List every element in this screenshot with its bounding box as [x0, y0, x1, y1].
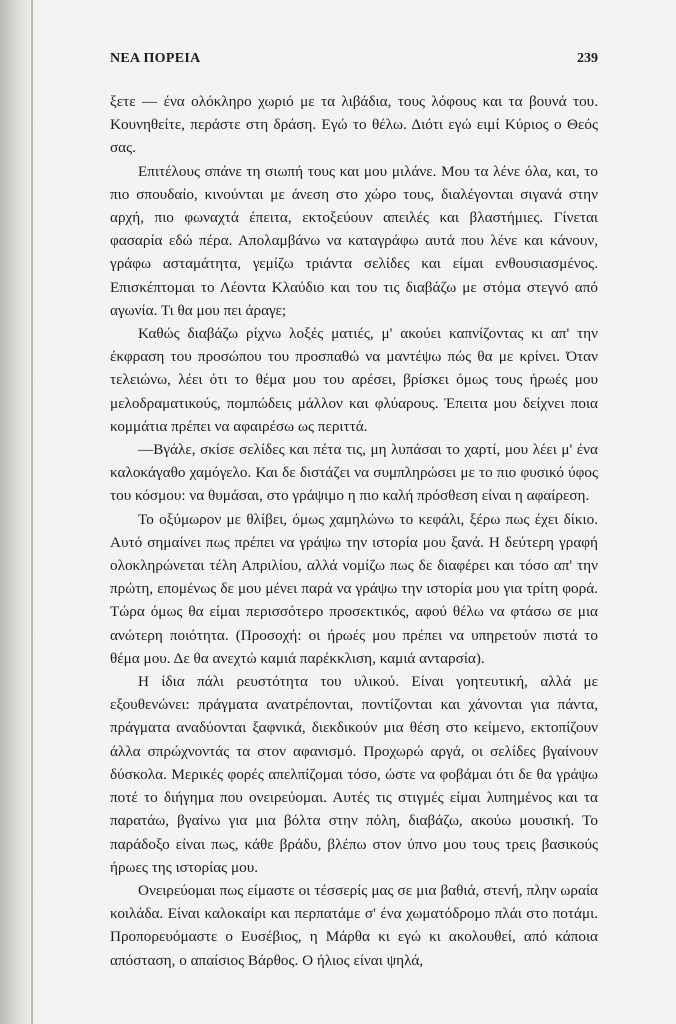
paragraph: Το οξύμωρον με θλίβει, όμως χαμηλώνω το κεφάλι, ξέρω πως έχει δίκιο. Αυτό σημαίνει πως πρέπει να γράψω την ιστορία μου ξανά. Η δεύτερη γραφή ολοκληρώνεται τέλη Απριλίου, αλλά νομίζω πως δε διαφέρει και τόσο απ' την πρώτη, επομένως δε μου μένει παρά να γράψω την ιστορία μου για τρίτη φορά. Τώρα όμως θα είμαι περισσότερο προσεκτικός, αφού θέλω να φτάσω σε μια ανώτερη ποιότητα. (Προσοχή: οι ήρωές μου πρέπει να υπηρετούν πιστά το θέμα μου. Δε θα ανεχτώ καμιά παρέκκλιση, καμιά ανταρσία). [110, 510, 598, 667]
body-text [110, 90, 598, 972]
paragraph: ξετε — ένα ολόκληρο χωριό με τα λιβάδια, τους λόφους και τα βουνά του. Κουνηθείτε, περάστε στη δράση. Εγώ το θέλω. Διότι εγώ ειμί Κύριος ο Θεός σας. [110, 93, 598, 157]
page-number: 239 [577, 51, 598, 66]
page-binding-edge [31, 0, 33, 1024]
running-head [110, 51, 598, 71]
paragraph: Επιτέλους σπάνε τη σιωπή τους και μου μιλάνε. Μου τα λένε όλα, και, το πιο σπουδαίο, κινούνται με άνεση στο χώρο τους, διαλέγονται σιγανά στην αρχή, πιο φωναχτά έπειτα, εκτοξεύουν απειλές και βλαστήμιες. Γίνεται φασαρία εδώ πέρα. Απολαμβάνω να καταγράφω αυτά που λένε και κάνουν, γράφω ασταμάτητα, γεμίζω τριάντα σελίδες και είμαι ενθουσιασμένος. Επισκέπτομαι το Λέοντα Κλαύδιο και του τις διαβάζω με στόμα στεγνό από αγωνία. Τι θα μου πει άραγε; [110, 162, 598, 319]
paragraph: Ονειρεύομαι πως είμαστε οι τέσσερίς μας σε μια βαθιά, στενή, πλην ωραία κοιλάδα. Είναι καλοκαίρι και περπατάμε σ' ένα χωματόδρομο πλάι στο ποτάμι. Προπορευόμαστε ο Ευσέβιος, η Μάρθα κι εγώ κι ακολουθεί, από κάποια απόσταση, ο απαίσιος Βάρθος. Ο ήλιος είναι ψηλά, [110, 881, 598, 969]
paragraph: Η ίδια πάλι ρευστότητα του υλικού. Είναι γοητευτική, αλλά με εξουθενώνει: πράγματα ανατρέπονται, ποντίζονται και χάνονται για πάντα, πράγματα αναδύονται ξαφνικά, διεκδικούν μια θέση στο κείμενο, εκτοπίζουν άλλα σπρώχνοντάς τα στον αφανισμό. Προχωρώ αργά, οι σελίδες βγαίνουν δύσκολα. Μερικές φορές απελπίζομαι τόσο, ώστε να φοβάμαι ότι δε θα γράψω ποτέ το διήγημα που ονειρεύομαι. Αυτές τις στιγμές είμαι λυπημένος και τα παρατάω, βγαίνω για μια βόλτα στην πόλη, διαβάζω, ακούω μουσική. Το παράδοξο είναι πως, κάθε βράδυ, βλέπω στον ύπνο μου τους τρεις βασικούς ήρωες της ιστορίας μου. [110, 673, 598, 876]
running-title: ΝΕΑ ΠΟΡΕΙΑ [110, 51, 201, 66]
paragraph: —Βγάλε, σκίσε σελίδες και πέτα τις, μη λυπάσαι το χαρτί, μου λέει μ' ένα καλοκάγαθο χαμόγελο. Και δε διστάζει να συμπληρώσει με το πιο φυσικό ύφος του κόσμου: να θυμάσαι, στο γράψιμο η πιο καλή πρόσθεση είναι η αφαίρεση. [110, 441, 598, 505]
paragraph: Καθώς διαβάζω ρίχνω λοξές ματιές, μ' ακούει καπνίζοντας κι απ' την έκφραση του προσώπου του προσπαθώ να μαντέψω πώς θα με κρίνει. Όταν τελειώνω, λέει ότι το θέμα μου του αρέσει, βρίσκει όμως τους ήρωές μου μελοδραματικούς, πομπώδεις μάλλον και φλύαρους. Έπειτα μου δείχνει ποια κομμάτια πρέπει να αφαιρέσω ως περιττά. [110, 325, 598, 435]
